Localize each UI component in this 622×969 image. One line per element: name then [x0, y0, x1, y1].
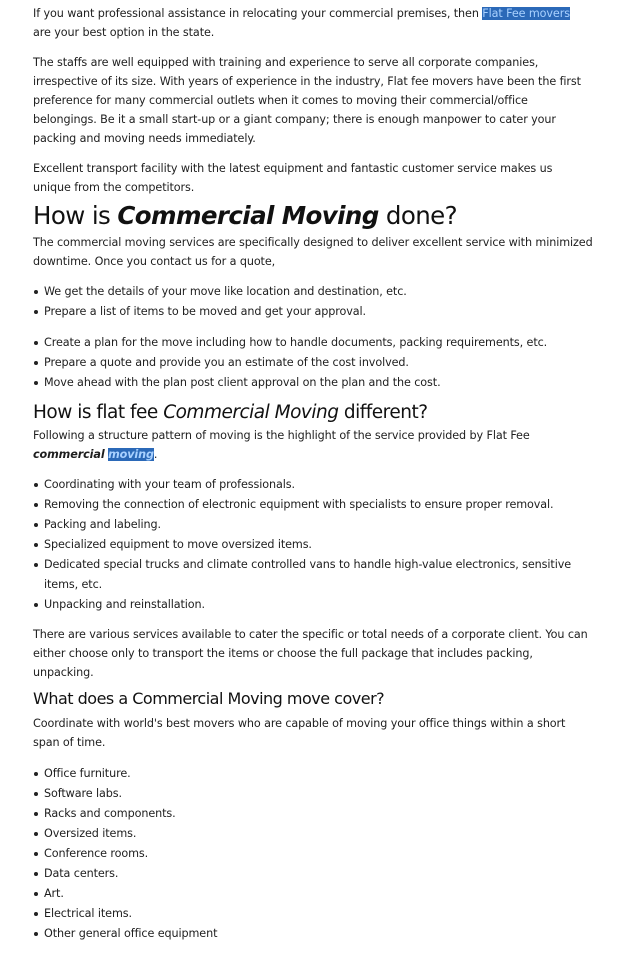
list-item: Coordinating with your team of professionals.: [44, 475, 593, 495]
list-item: Specialized equipment to move oversized items.: [44, 535, 593, 555]
list-item: Create a plan for the move including how to handle documents, packing requirements, etc.: [44, 333, 593, 353]
selected-text-moving[interactable]: moving: [108, 448, 154, 461]
section1-list-b: [33, 333, 593, 393]
list-item: Unpacking and reinstallation.: [44, 595, 593, 615]
flat-fee-movers-link[interactable]: Flat Fee movers: [482, 7, 570, 20]
section1-paragraph: The commercial moving services are specifically designed to deliver excellent service with minimized downtime. Once you contact us for a quote,: [33, 236, 593, 268]
list-item: Prepare a quote and provide you an estimate of the cost involved.: [44, 353, 593, 373]
list-item: Electrical items.: [44, 904, 593, 924]
list-item: Move ahead with the plan post client approval on the plan and the cost.: [44, 373, 593, 393]
list-item: Prepare a list of items to be moved and get your approval.: [44, 302, 593, 322]
list-item: We get the details of your move like location and destination, etc.: [44, 282, 593, 302]
section2-closing-paragraph: There are various services available to cater the specific or total needs of a corporate client. You can either choose only to transport the items or choose the full package that includes packing, unpacking.: [33, 628, 588, 679]
section2-list: [33, 475, 593, 615]
list-item: Packing and labeling.: [44, 515, 593, 535]
section1-list-a: [33, 282, 593, 322]
section1-heading: How is Commercial Moving done?: [33, 201, 458, 230]
list-item: Oversized items.: [44, 824, 593, 844]
intro-paragraph-2: The staffs are well equipped with training and experience to serve all corporate companies, irrespective of its size. With years of experience in the industry, Flat fee movers have been the first preference for many commercial outlets when it comes to moving their commercial/office belongings. Be it a small start-up or a giant company; there is enough manpower to cater your packing and moving needs immediately.: [33, 56, 581, 145]
article-body: [33, 4, 593, 944]
intro-paragraph-3: Excellent transport facility with the latest equipment and fantastic customer service makes us unique from the competitors.: [33, 162, 553, 194]
section3-heading: What does a Commercial Moving move cover?: [33, 689, 385, 708]
intro-paragraph-1: If you want professional assistance in relocating your commercial premises, then Flat Fee movers are your best option in the state.: [33, 7, 570, 39]
list-item: Art.: [44, 884, 593, 904]
section3-list: [33, 764, 593, 944]
list-item: Dedicated special trucks and climate controlled vans to handle high-value electronics, sensitive items, etc.: [44, 555, 593, 595]
section2-paragraph: Following a structure pattern of moving is the highlight of the service provided by Flat Fee commercial moving.: [33, 429, 530, 461]
list-item: Removing the connection of electronic equipment with specialists to ensure proper removal.: [44, 495, 593, 515]
list-item: Data centers.: [44, 864, 593, 884]
list-item: Software labs.: [44, 784, 593, 804]
section2-heading: How is flat fee Commercial Moving different?: [33, 402, 428, 423]
list-item: Other general office equipment: [44, 924, 593, 944]
section3-paragraph: Coordinate with world's best movers who are capable of moving your office things within a short span of time.: [33, 717, 566, 749]
list-item: Conference rooms.: [44, 844, 593, 864]
list-item: Office furniture.: [44, 764, 593, 784]
list-item: Racks and components.: [44, 804, 593, 824]
